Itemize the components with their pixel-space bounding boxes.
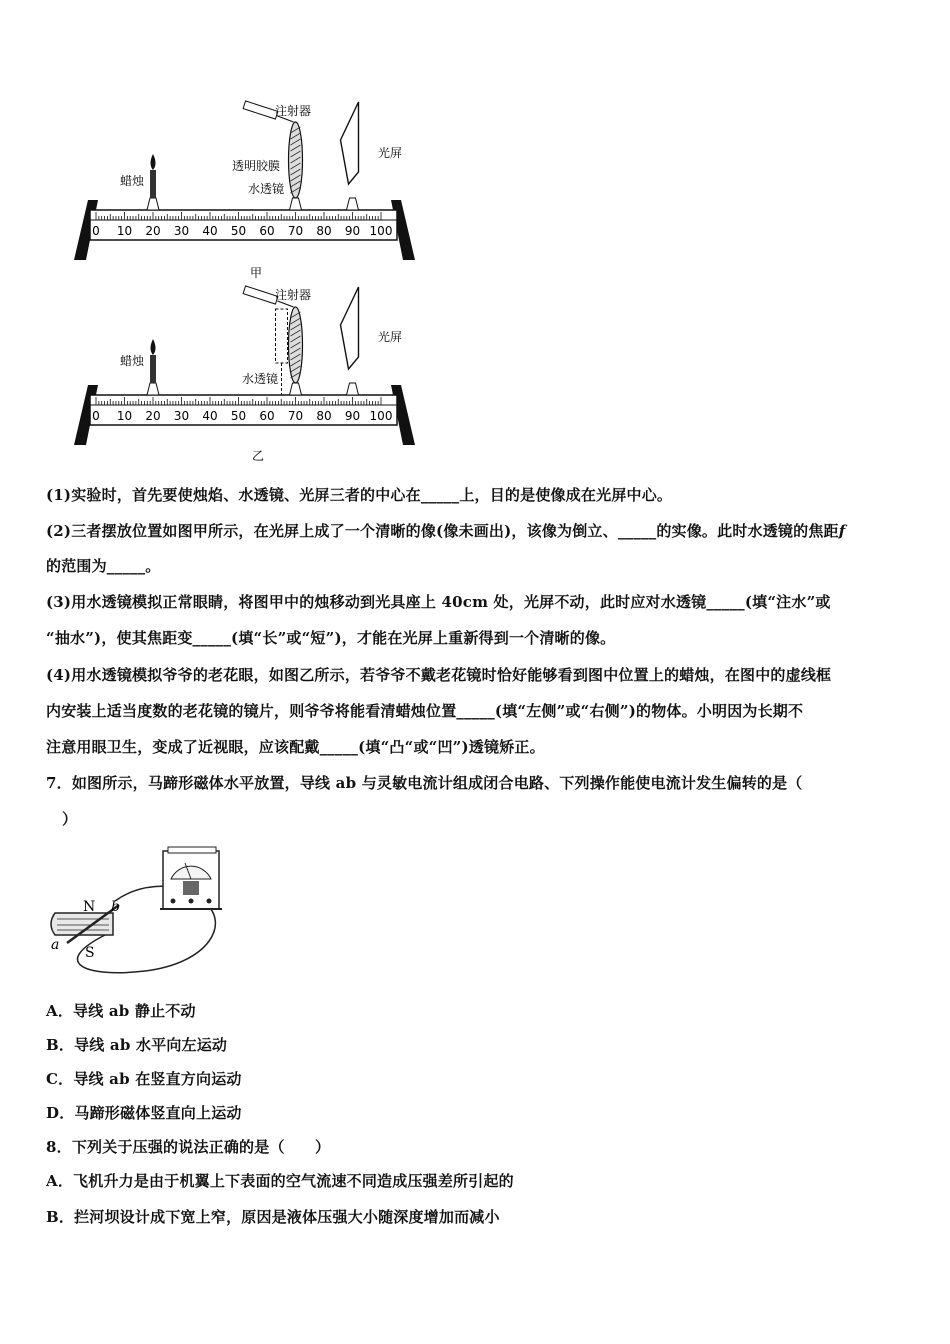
- label-candle: 蜡烛: [120, 174, 145, 188]
- syringe-barrel: [243, 286, 278, 304]
- q8-option-a: A．飞机升力是由于机翼上下表面的空气流速不同造成压强差所引起的: [46, 1172, 514, 1190]
- scale-label: 0: [92, 409, 100, 423]
- figure-caption-yi: 乙: [252, 449, 265, 463]
- label-b: b: [111, 899, 120, 915]
- figure-caption-jia: 甲: [250, 266, 263, 280]
- scale-label: 30: [173, 409, 190, 423]
- scale-label: 60: [259, 224, 275, 238]
- label-syringe: 注射器: [275, 288, 312, 302]
- light-screen: [341, 102, 359, 184]
- scale-label: 0: [92, 224, 100, 238]
- scale-label: 70: [287, 224, 304, 238]
- label-screen: 光屏: [378, 330, 403, 344]
- q7-option-a: A．导线 ab 静止不动: [46, 1002, 196, 1020]
- label-a: a: [51, 937, 60, 953]
- label-candle: 蜡烛: [120, 354, 145, 368]
- q7-option-b: B．导线 ab 水平向左运动: [46, 1036, 228, 1054]
- label-lens: 水透镜: [242, 372, 279, 386]
- label-film: 透明胶膜: [232, 159, 281, 173]
- scale-label: 10: [116, 409, 133, 423]
- light-screen: [341, 287, 359, 369]
- scale-label: 90: [344, 224, 361, 238]
- q8-stem: 8．下列关于压强的说法正确的是（ ）: [46, 1138, 331, 1156]
- q6-part2-line1: [46, 520, 845, 541]
- screen-holder: [347, 383, 359, 395]
- candle-flame: [151, 154, 156, 170]
- scale-label: 30: [173, 224, 190, 238]
- label-s: S: [85, 945, 95, 961]
- q8-option-b: B．拦河坝设计成下宽上窄，原因是液体压强大小随深度增加而减小: [46, 1208, 500, 1226]
- candle: [150, 355, 156, 383]
- q6-part4-line1: (4)用水透镜模拟爷爷的老花眼，如图乙所示，若爷爷不戴老花镜时恰好能够看到图中位置上的蜡烛，在图中的虚线框: [46, 666, 832, 684]
- label-lens: 水透镜: [248, 182, 285, 196]
- q6-part1: (1)实验时，首先要使烛焰、水透镜、光屏三者的中心在_____上，目的是使像成在光屏中心。: [46, 486, 673, 504]
- candle-holder: [147, 383, 159, 395]
- q7-option-d: D．马蹄形磁体竖直向上运动: [46, 1104, 242, 1122]
- q6-part3-line1: (3)用水透镜模拟正常眼睛，将图甲中的烛移动到光具座上 40cm 处，光屏不动，此时应对水透镜_____(填“注水”或: [46, 593, 831, 611]
- scale-label: 40: [202, 409, 218, 423]
- q6-part4-line3: 注意用眼卫生，变成了近视眼，应该配戴_____(填“凸“或“凹”)透镜矫正。: [46, 738, 545, 756]
- q6-part2-text: (2)三者摆放位置如图甲所示，在光屏上成了一个清晰的像(像未画出)，该像为倒立、_____的实像。此时水透镜的焦距: [46, 522, 839, 540]
- syringe-barrel: [243, 101, 278, 119]
- scale-label: 100: [369, 409, 393, 423]
- screen-holder: [347, 198, 359, 210]
- scale-label: 90: [344, 409, 361, 423]
- scale-label: 70: [287, 409, 304, 423]
- q6-part4-line2: 内安装上适当度数的老花镜的镜片，则爷爷将能看清蜡烛位置_____(填“左侧”或“右侧”)的物体。小明因为长期不: [46, 702, 804, 720]
- candle: [150, 170, 156, 198]
- candle-holder: [147, 198, 159, 210]
- scale-label: 20: [145, 409, 161, 423]
- optical-bench-figure-yi: [60, 285, 440, 465]
- lens-holder: [290, 198, 302, 210]
- q6-part3-line2: “抽水”)，使其焦距变_____(填“长”或“短”)，才能在光屏上重新得到一个清晰的像。: [46, 629, 616, 647]
- scale-label: 50: [230, 224, 247, 238]
- scale-label: 10: [116, 224, 133, 238]
- candle-flame: [151, 339, 156, 355]
- q7-option-c: C．导线 ab 在竖直方向运动: [46, 1070, 242, 1088]
- scale-label: 100: [369, 224, 393, 238]
- lens-holder: [290, 383, 302, 395]
- scale-label: 60: [259, 409, 275, 423]
- scale-label: 80: [316, 409, 332, 423]
- label-n: N: [83, 899, 96, 915]
- q6-part2-line2: 的范围为_____。: [46, 557, 161, 575]
- label-syringe: 注射器: [275, 104, 312, 118]
- label-screen: 光屏: [378, 146, 403, 160]
- q7-stem: 7．如图所示，马蹄形磁体水平放置，导线 ab 与灵敏电流计组成闭合电路、下列操作能使电流计发生偏转的是（: [46, 774, 803, 792]
- scale-label: 20: [145, 224, 161, 238]
- focal-symbol: f: [838, 522, 846, 540]
- q7-stem-end: ）: [62, 810, 78, 828]
- dashed-lens-box: [276, 309, 288, 363]
- scale-label: 50: [230, 409, 247, 423]
- scale-label: 40: [202, 224, 218, 238]
- scale-label: 80: [316, 224, 332, 238]
- galvanometer: [160, 847, 222, 909]
- optical-bench-figure-jia: [60, 95, 440, 280]
- magnet-galvanometer-figure: [45, 843, 230, 978]
